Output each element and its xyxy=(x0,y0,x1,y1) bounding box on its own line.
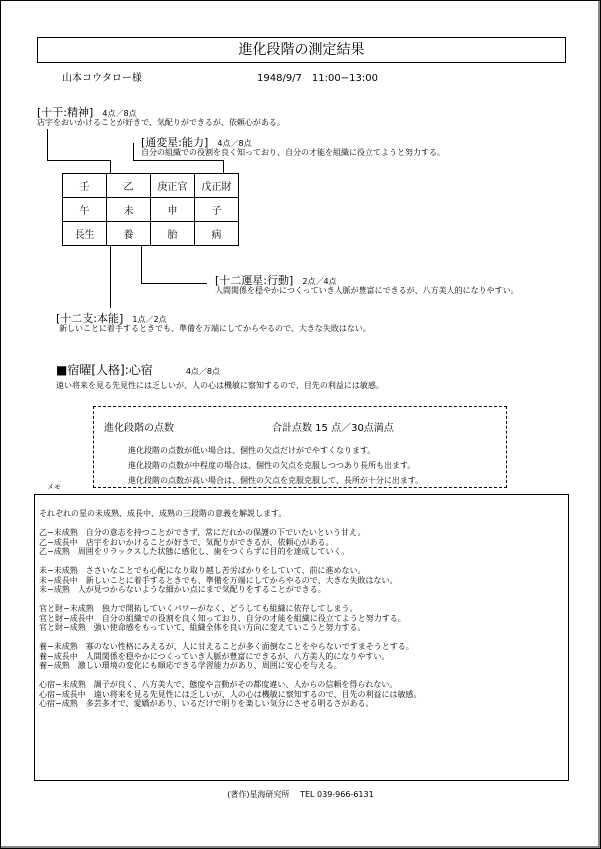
grid-cell: 子 xyxy=(195,198,239,222)
tsuhen-score: 4点／8点 xyxy=(217,139,252,148)
grid-cell: 戊正財 xyxy=(195,174,239,198)
memo-line: 心宿−未成熟 調子が良く、八方美人で、態度や言動がその都度違い、人からの信頼を得られない。 xyxy=(39,680,398,689)
memo-line: 未−未成熟 ささいなことでも心配になり取り越し苦労ばかりをしていて、前に進めない。 xyxy=(39,566,366,575)
junishi-connector-v xyxy=(110,246,111,308)
grid-row-kan xyxy=(63,174,239,198)
client-name: 山本コウタロー様 xyxy=(62,73,142,84)
memo-line: 官と財−成長中 自分の組織での役割を良く知っており、自分の才能を組織に役立てようと努力する。 xyxy=(39,613,406,623)
memo-spacer xyxy=(39,595,564,605)
jikkan-description: 店宇をおいかけることが好きで、気配りができるが、依頼心がある。 xyxy=(37,118,285,127)
junun-score: 2点／4点 xyxy=(302,277,337,286)
grid-cell: 申 xyxy=(151,198,195,222)
shukuyo-score: 4点／8点 xyxy=(185,367,221,376)
summary-total: 合計点数 15 点／30点満点 xyxy=(272,423,394,434)
grid-cell: 病 xyxy=(195,222,239,246)
score-summary-box xyxy=(93,406,507,488)
tsuhen-connector-v xyxy=(133,143,134,160)
grid-cell: 養 xyxy=(107,222,151,246)
jikkan-connector-v2 xyxy=(110,160,111,173)
tsuhen-connector-v2 xyxy=(223,160,224,173)
grid-cell: 乙 xyxy=(107,174,151,198)
memo-line: 心宿−成熟 多芸多才で、愛嬌があり、いるだけで明りを楽しい気分にさせる明るさがある。 xyxy=(39,699,374,708)
junun-description: 人間関係を穏やかにつくっていき人脈が豊富にできるが、八方美人的になりやすい。 xyxy=(215,286,519,295)
grid-row-un xyxy=(63,222,239,246)
tsuhen-description: 自分の組織での役割を良く知っており、自分の才能を組織に役立てようと努力する。 xyxy=(141,148,445,157)
memo-line: 乙−成熟 周囲をリラックスした状態に感化し、歯をつくらずに目的を達成していく。 xyxy=(39,547,350,556)
grid-cell: 壬 xyxy=(63,174,107,198)
memo-label: メモ xyxy=(47,483,61,491)
memo-line: 乙−成長中 店宇をおいかけることが好きで、気配りができるが、依頼心がある。 xyxy=(39,537,334,547)
report-title: 進化段階の測定結果 xyxy=(37,37,566,63)
summary-line: 進化段階の点数が中程度の場合は、個性の欠点を克服しつつあり長所も出ます。 xyxy=(128,461,416,470)
grid-cell: 胎 xyxy=(151,222,195,246)
summary-heading: 進化段階の点数 xyxy=(104,423,174,434)
jikkan-connector-v xyxy=(47,129,48,160)
junun-connector-v xyxy=(141,246,142,283)
footer-copyright: (著作)星海研究所 TEL 039-966-6131 xyxy=(227,790,374,799)
memo-spacer xyxy=(39,557,564,567)
memo-spacer xyxy=(39,671,564,681)
memo-spacer xyxy=(39,633,564,643)
memo-line: 未−成熟 人が見つからないような細かい点にまで気配りをすることができる。 xyxy=(39,585,326,594)
grid-cell: 長生 xyxy=(63,222,107,246)
memo-line: 未−成長中 新しいことに着手するときでも、準備を万端にしてからやるので、大きな失敗はない。 xyxy=(39,575,398,585)
memo-box xyxy=(34,494,569,781)
grid-cell: 午 xyxy=(63,198,107,222)
jikkan-label: [十干:精神] xyxy=(37,106,94,119)
memo-line: 官と財−成熟 強い使命感をもっていて、組織全体を良い方向に変えていこうと努力する。 xyxy=(39,623,366,632)
junishi-description: 新しいことに着手するときでも、準備を万端にしてからやるので、大きな失敗はない。 xyxy=(59,324,371,333)
memo-line: 養−成長中 人間関係を穏やかにつくっていき人脈が豊富にできるが、八方美人的になりやすい。 xyxy=(39,651,390,661)
memo-line: 官と財−未成熟 独力で開拓していくパワーがなく、どうしても組織に依存してしまう。 xyxy=(39,604,358,613)
memo-line: それぞれの星の未成熟、成長中、成熟の三段階の意義を解説します。 xyxy=(39,509,287,518)
junun-label: [十二運星:行動] xyxy=(215,274,294,287)
grid-row-shi xyxy=(63,198,239,222)
summary-line: 進化段階の点数が低い場合は、個性の欠点だけがでやすくなります。 xyxy=(128,446,376,455)
memo-content xyxy=(39,509,564,709)
junishi-label: [十二支:本能] xyxy=(56,312,124,325)
shukuyo-heading xyxy=(56,359,220,378)
summary-line: 進化段階の点数が高い場合は、個性の欠点を克服克服して、長所が十分に出ます。 xyxy=(128,476,424,485)
memo-line: 養−未成熟 寡のない性格にみえるが、人に甘えることが多く面倒なことをやらないですまそうとする。 xyxy=(39,642,414,651)
grid-cell: 未 xyxy=(107,198,151,222)
tsuhen-label: [通変星:能力] xyxy=(141,136,209,149)
junun-connector-h xyxy=(141,283,207,284)
memo-spacer xyxy=(39,519,564,529)
junishi-score: 1点／2点 xyxy=(132,315,167,324)
birth-datetime: 1948/9/7 11:00−13:00 xyxy=(257,73,378,84)
memo-line: 養−成熟 激しい環境の変化にも順応できる学習能力があり、周囲に安心を与える。 xyxy=(39,661,342,670)
shukuyo-description: 遠い将来を見る先見性には乏しいが、人の心は機敏に察知するので、目先の利益には敏感。 xyxy=(56,381,384,390)
tsuhen-connector-h xyxy=(133,160,223,161)
jikkan-connector-h xyxy=(47,160,110,161)
meishiki-grid xyxy=(62,173,239,246)
memo-line: 心宿−成長中 遠い将来を見る先見性には乏しいが、人の心は機敏に察知するので、目先の利益には敏感。 xyxy=(39,689,422,699)
jikkan-score: 4点／8点 xyxy=(102,109,137,118)
shukuyo-label: ■宿曜[人格]:心宿 xyxy=(56,363,153,377)
memo-line: 乙−未成熟 自分の意志を持つことができず、常にだれかの保護の下でいたいという甘え。 xyxy=(39,528,366,537)
grid-cell: 庚正官 xyxy=(151,174,195,198)
